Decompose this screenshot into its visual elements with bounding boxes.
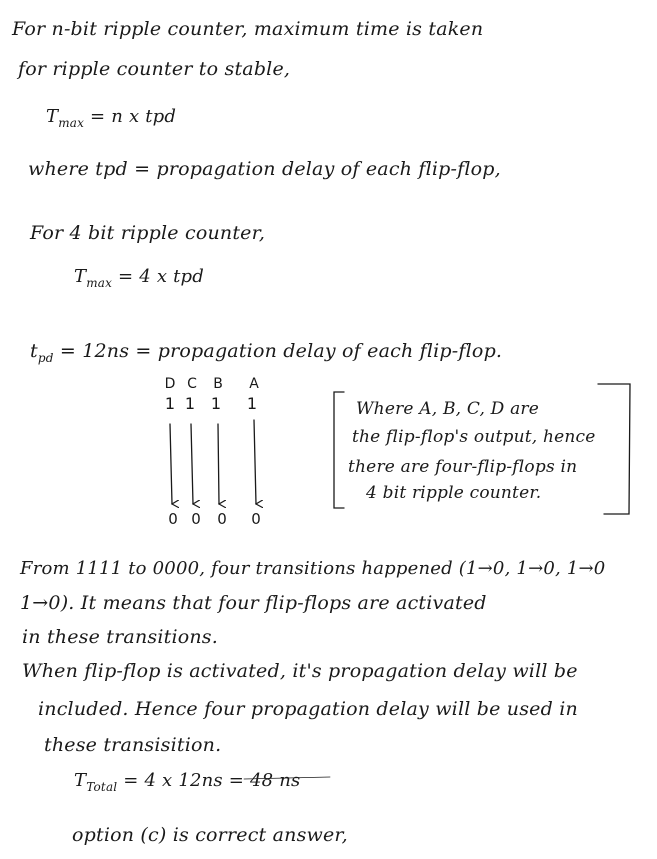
intro-line-2: for ripple counter to stable, [18, 58, 291, 80]
activation-line-2: included. Hence four propagation delay will be used in [38, 698, 578, 720]
initial-bit-d: 1 [164, 394, 176, 413]
final-bit-b: 0 [217, 510, 227, 528]
label-b: B [213, 376, 223, 392]
tpd-definition-line: where tpd = propagation delay of each flip-flop, [28, 158, 501, 180]
ttotal-rhs: = 4 x 12ns = 48 ns [117, 770, 301, 791]
final-bit-a: 0 [251, 510, 261, 528]
label-a: A [249, 376, 259, 392]
transition-arrow-b [218, 424, 219, 504]
intro-line-1: For n-bit ripple counter, maximum time is taken [12, 18, 484, 40]
tmax-symbol: T [46, 106, 59, 127]
tpd-value-text: = 12ns = propagation delay of each flip-flop. [53, 340, 503, 362]
note-line-1: Where A, B, C, D are [356, 399, 540, 419]
final-bit-c: 0 [191, 510, 201, 528]
final-bit-d: 0 [168, 510, 178, 528]
transition-arrow-a [254, 420, 256, 504]
note-line-4: 4 bit ripple counter. [366, 483, 542, 503]
ttotal-symbol: T [74, 770, 87, 791]
tmax-4bit-symbol: T [74, 266, 87, 287]
activation-line-1: When flip-flop is activated, it's propagation delay will be [22, 660, 578, 682]
activation-line-3: these transisition. [44, 734, 222, 756]
transition-line-2: 1→0). It means that four flip-flops are activated [20, 592, 487, 614]
tmax-general-rhs: = n x tpd [84, 106, 177, 127]
ttotal-subscript: Total [86, 780, 118, 794]
note-bracket-right [598, 384, 630, 514]
transition-arrow-d [170, 424, 172, 504]
tpd-symbol: t [30, 340, 38, 362]
note-line-2: the flip-flop's output, hence [352, 427, 596, 447]
transition-arrow-c [191, 424, 193, 504]
tmax-4bit-rhs: = 4 x tpd [112, 266, 204, 287]
label-d: D [164, 376, 176, 392]
label-c: C [187, 376, 197, 392]
initial-bit-a: 1 [246, 394, 258, 413]
transition-line-1: From 1111 to 0000, four transitions happened (1→0, 1→0, 1→0 [20, 558, 606, 579]
tmax-subscript: max [58, 116, 85, 130]
initial-bit-c: 1 [184, 394, 196, 413]
final-answer-line: option (c) is correct answer, [72, 824, 348, 846]
four-bit-heading: For 4 bit ripple counter, [30, 222, 266, 244]
note-line-3: there are four-flip-flops in [348, 457, 578, 477]
initial-bit-b: 1 [210, 394, 222, 413]
tmax-4bit-subscript: max [86, 276, 113, 290]
transition-line-3: in these transitions. [22, 626, 218, 648]
ttotal-equation [74, 770, 300, 793]
note-bracket-left [334, 392, 344, 508]
tpd-subscript: pd [37, 351, 54, 365]
